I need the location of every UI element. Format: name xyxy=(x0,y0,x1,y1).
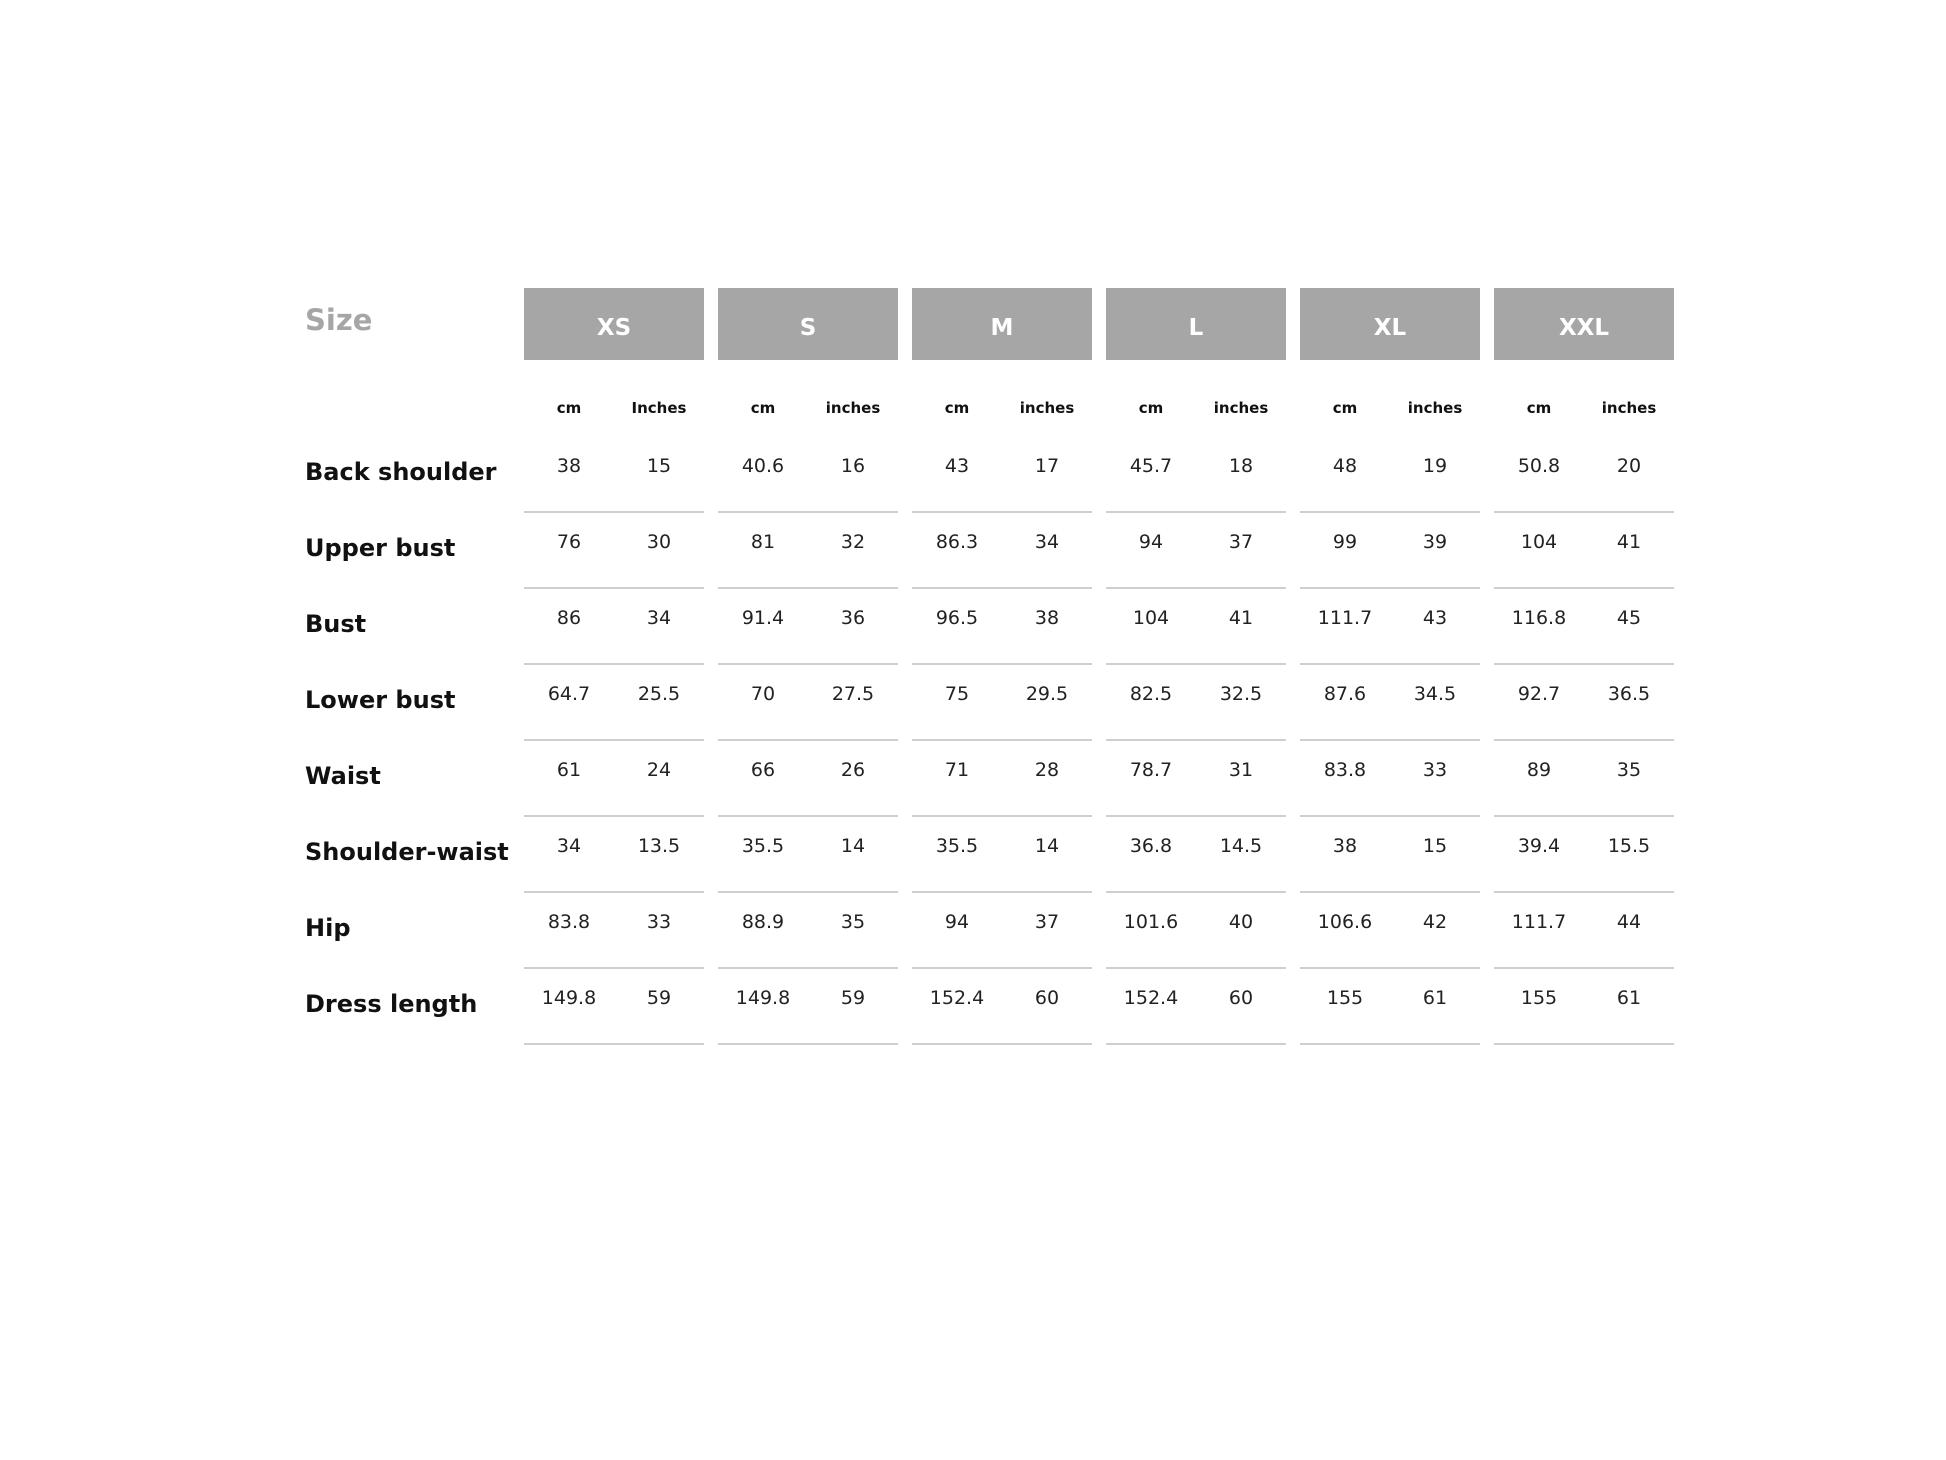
row-divider xyxy=(718,967,898,969)
cell-cm: 96.5 xyxy=(935,607,979,629)
row-divider xyxy=(524,587,704,589)
row-divider xyxy=(1106,663,1286,665)
row-divider xyxy=(912,815,1092,817)
cell-inches: 29.5 xyxy=(1025,683,1069,705)
row-divider xyxy=(1300,739,1480,741)
cell-inches: 19 xyxy=(1422,455,1448,477)
cell-inches: 17 xyxy=(1034,455,1060,477)
cell-inches: 14.5 xyxy=(1219,835,1263,857)
cell-cm: 94 xyxy=(1138,531,1164,553)
cell-inches: 41 xyxy=(1616,531,1642,553)
row-label: Hip xyxy=(305,914,351,942)
cell-inches: 61 xyxy=(1422,987,1448,1009)
cell-inches: 15.5 xyxy=(1607,835,1651,857)
cell-cm: 111.7 xyxy=(1317,607,1373,629)
cell-cm: 50.8 xyxy=(1517,455,1561,477)
unit-label-inches: inches xyxy=(1601,399,1657,417)
cell-cm: 70 xyxy=(750,683,776,705)
unit-label-cm: cm xyxy=(750,399,776,417)
row-divider xyxy=(912,739,1092,741)
row-divider xyxy=(1300,815,1480,817)
cell-inches: 61 xyxy=(1616,987,1642,1009)
cell-inches: 59 xyxy=(646,987,672,1009)
unit-label-inches: inches xyxy=(1407,399,1463,417)
cell-cm: 91.4 xyxy=(741,607,785,629)
row-divider xyxy=(524,663,704,665)
cell-cm: 76 xyxy=(556,531,582,553)
cell-inches: 31 xyxy=(1228,759,1254,781)
row-divider xyxy=(1494,815,1674,817)
size-header-l: L xyxy=(1106,288,1286,360)
cell-cm: 104 xyxy=(1132,607,1170,629)
row-divider xyxy=(1300,663,1480,665)
cell-inches: 16 xyxy=(840,455,866,477)
cell-inches: 15 xyxy=(1422,835,1448,857)
row-divider xyxy=(718,663,898,665)
cell-inches: 37 xyxy=(1228,531,1254,553)
size-header-s: S xyxy=(718,288,898,360)
cell-inches: 32 xyxy=(840,531,866,553)
cell-inches: 41 xyxy=(1228,607,1254,629)
cell-inches: 14 xyxy=(1034,835,1060,857)
row-divider xyxy=(1300,1043,1480,1045)
cell-cm: 87.6 xyxy=(1323,683,1367,705)
cell-cm: 61 xyxy=(556,759,582,781)
row-divider xyxy=(1300,587,1480,589)
cell-inches: 33 xyxy=(646,911,672,933)
row-divider xyxy=(1494,739,1674,741)
size-header-xl: XL xyxy=(1300,288,1480,360)
cell-inches: 18 xyxy=(1228,455,1254,477)
cell-cm: 43 xyxy=(944,455,970,477)
cell-inches: 32.5 xyxy=(1219,683,1263,705)
row-divider xyxy=(1494,663,1674,665)
cell-cm: 152.4 xyxy=(1123,987,1179,1009)
cell-inches: 26 xyxy=(840,759,866,781)
cell-inches: 34.5 xyxy=(1413,683,1457,705)
row-divider xyxy=(1106,967,1286,969)
cell-inches: 45 xyxy=(1616,607,1642,629)
cell-inches: 59 xyxy=(840,987,866,1009)
cell-cm: 86.3 xyxy=(935,531,979,553)
cell-cm: 38 xyxy=(556,455,582,477)
row-divider xyxy=(1106,587,1286,589)
row-label: Upper bust xyxy=(305,534,456,562)
row-divider xyxy=(912,967,1092,969)
unit-label-inches: inches xyxy=(825,399,881,417)
cell-cm: 83.8 xyxy=(547,911,591,933)
row-divider xyxy=(1494,891,1674,893)
cell-cm: 155 xyxy=(1520,987,1558,1009)
row-divider xyxy=(524,511,704,513)
cell-cm: 149.8 xyxy=(541,987,597,1009)
row-label: Lower bust xyxy=(305,686,456,714)
cell-cm: 104 xyxy=(1520,531,1558,553)
row-label: Bust xyxy=(305,610,367,638)
row-label: Shoulder-waist xyxy=(305,838,509,866)
cell-inches: 15 xyxy=(646,455,672,477)
cell-inches: 40 xyxy=(1228,911,1254,933)
row-divider xyxy=(1106,739,1286,741)
row-divider xyxy=(524,891,704,893)
unit-label-cm: cm xyxy=(1526,399,1552,417)
cell-inches: 35 xyxy=(1616,759,1642,781)
cell-cm: 64.7 xyxy=(547,683,591,705)
row-divider xyxy=(718,1043,898,1045)
row-divider xyxy=(912,1043,1092,1045)
row-divider xyxy=(718,511,898,513)
row-divider xyxy=(1300,967,1480,969)
cell-inches: 28 xyxy=(1034,759,1060,781)
cell-inches: 27.5 xyxy=(831,683,875,705)
cell-cm: 36.8 xyxy=(1129,835,1173,857)
cell-cm: 86 xyxy=(556,607,582,629)
cell-inches: 36.5 xyxy=(1607,683,1651,705)
cell-inches: 60 xyxy=(1034,987,1060,1009)
cell-cm: 39.4 xyxy=(1517,835,1561,857)
row-divider xyxy=(1494,1043,1674,1045)
cell-inches: 36 xyxy=(840,607,866,629)
unit-label-cm: cm xyxy=(1138,399,1164,417)
row-divider xyxy=(524,1043,704,1045)
unit-label-inches: Inches xyxy=(631,399,687,417)
cell-cm: 94 xyxy=(944,911,970,933)
row-divider xyxy=(1106,511,1286,513)
row-label: Back shoulder xyxy=(305,458,497,486)
row-divider xyxy=(524,739,704,741)
cell-cm: 78.7 xyxy=(1129,759,1173,781)
cell-cm: 81 xyxy=(750,531,776,553)
cell-inches: 20 xyxy=(1616,455,1642,477)
row-label: Dress length xyxy=(305,990,478,1018)
unit-label-cm: cm xyxy=(944,399,970,417)
cell-cm: 40.6 xyxy=(741,455,785,477)
cell-cm: 82.5 xyxy=(1129,683,1173,705)
cell-cm: 71 xyxy=(944,759,970,781)
cell-cm: 149.8 xyxy=(735,987,791,1009)
row-divider xyxy=(912,663,1092,665)
unit-label-inches: inches xyxy=(1019,399,1075,417)
row-divider xyxy=(718,587,898,589)
cell-cm: 66 xyxy=(750,759,776,781)
cell-inches: 43 xyxy=(1422,607,1448,629)
row-divider xyxy=(1494,587,1674,589)
cell-cm: 92.7 xyxy=(1517,683,1561,705)
row-divider xyxy=(1494,967,1674,969)
cell-inches: 39 xyxy=(1422,531,1448,553)
row-divider xyxy=(912,891,1092,893)
cell-cm: 45.7 xyxy=(1129,455,1173,477)
row-divider xyxy=(1106,815,1286,817)
cell-inches: 44 xyxy=(1616,911,1642,933)
cell-cm: 34 xyxy=(556,835,582,857)
cell-inches: 34 xyxy=(646,607,672,629)
size-header-m: M xyxy=(912,288,1092,360)
unit-label-cm: cm xyxy=(556,399,582,417)
row-divider xyxy=(1300,891,1480,893)
cell-cm: 35.5 xyxy=(935,835,979,857)
cell-cm: 48 xyxy=(1332,455,1358,477)
row-divider xyxy=(524,815,704,817)
cell-cm: 38 xyxy=(1332,835,1358,857)
cell-inches: 60 xyxy=(1228,987,1254,1009)
row-divider xyxy=(718,891,898,893)
unit-label-cm: cm xyxy=(1332,399,1358,417)
cell-inches: 25.5 xyxy=(637,683,681,705)
row-divider xyxy=(1494,511,1674,513)
cell-inches: 24 xyxy=(646,759,672,781)
row-divider xyxy=(718,739,898,741)
row-divider xyxy=(912,587,1092,589)
cell-cm: 101.6 xyxy=(1123,911,1179,933)
row-divider xyxy=(912,511,1092,513)
cell-cm: 88.9 xyxy=(741,911,785,933)
row-divider xyxy=(524,967,704,969)
cell-inches: 33 xyxy=(1422,759,1448,781)
cell-cm: 75 xyxy=(944,683,970,705)
cell-cm: 116.8 xyxy=(1511,607,1567,629)
cell-cm: 155 xyxy=(1326,987,1364,1009)
size-title: Size xyxy=(305,303,373,337)
unit-label-inches: inches xyxy=(1213,399,1269,417)
size-header-xs: XS xyxy=(524,288,704,360)
cell-cm: 35.5 xyxy=(741,835,785,857)
row-label: Waist xyxy=(305,762,381,790)
cell-inches: 35 xyxy=(840,911,866,933)
cell-cm: 106.6 xyxy=(1317,911,1373,933)
row-divider xyxy=(1106,891,1286,893)
cell-inches: 30 xyxy=(646,531,672,553)
cell-cm: 111.7 xyxy=(1511,911,1567,933)
cell-inches: 14 xyxy=(840,835,866,857)
cell-cm: 152.4 xyxy=(929,987,985,1009)
row-divider xyxy=(718,815,898,817)
cell-cm: 99 xyxy=(1332,531,1358,553)
cell-inches: 13.5 xyxy=(637,835,681,857)
cell-inches: 38 xyxy=(1034,607,1060,629)
row-divider xyxy=(1106,1043,1286,1045)
cell-cm: 83.8 xyxy=(1323,759,1367,781)
row-divider xyxy=(1300,511,1480,513)
size-header-xxl: XXL xyxy=(1494,288,1674,360)
cell-inches: 37 xyxy=(1034,911,1060,933)
cell-inches: 34 xyxy=(1034,531,1060,553)
cell-inches: 42 xyxy=(1422,911,1448,933)
cell-cm: 89 xyxy=(1526,759,1552,781)
